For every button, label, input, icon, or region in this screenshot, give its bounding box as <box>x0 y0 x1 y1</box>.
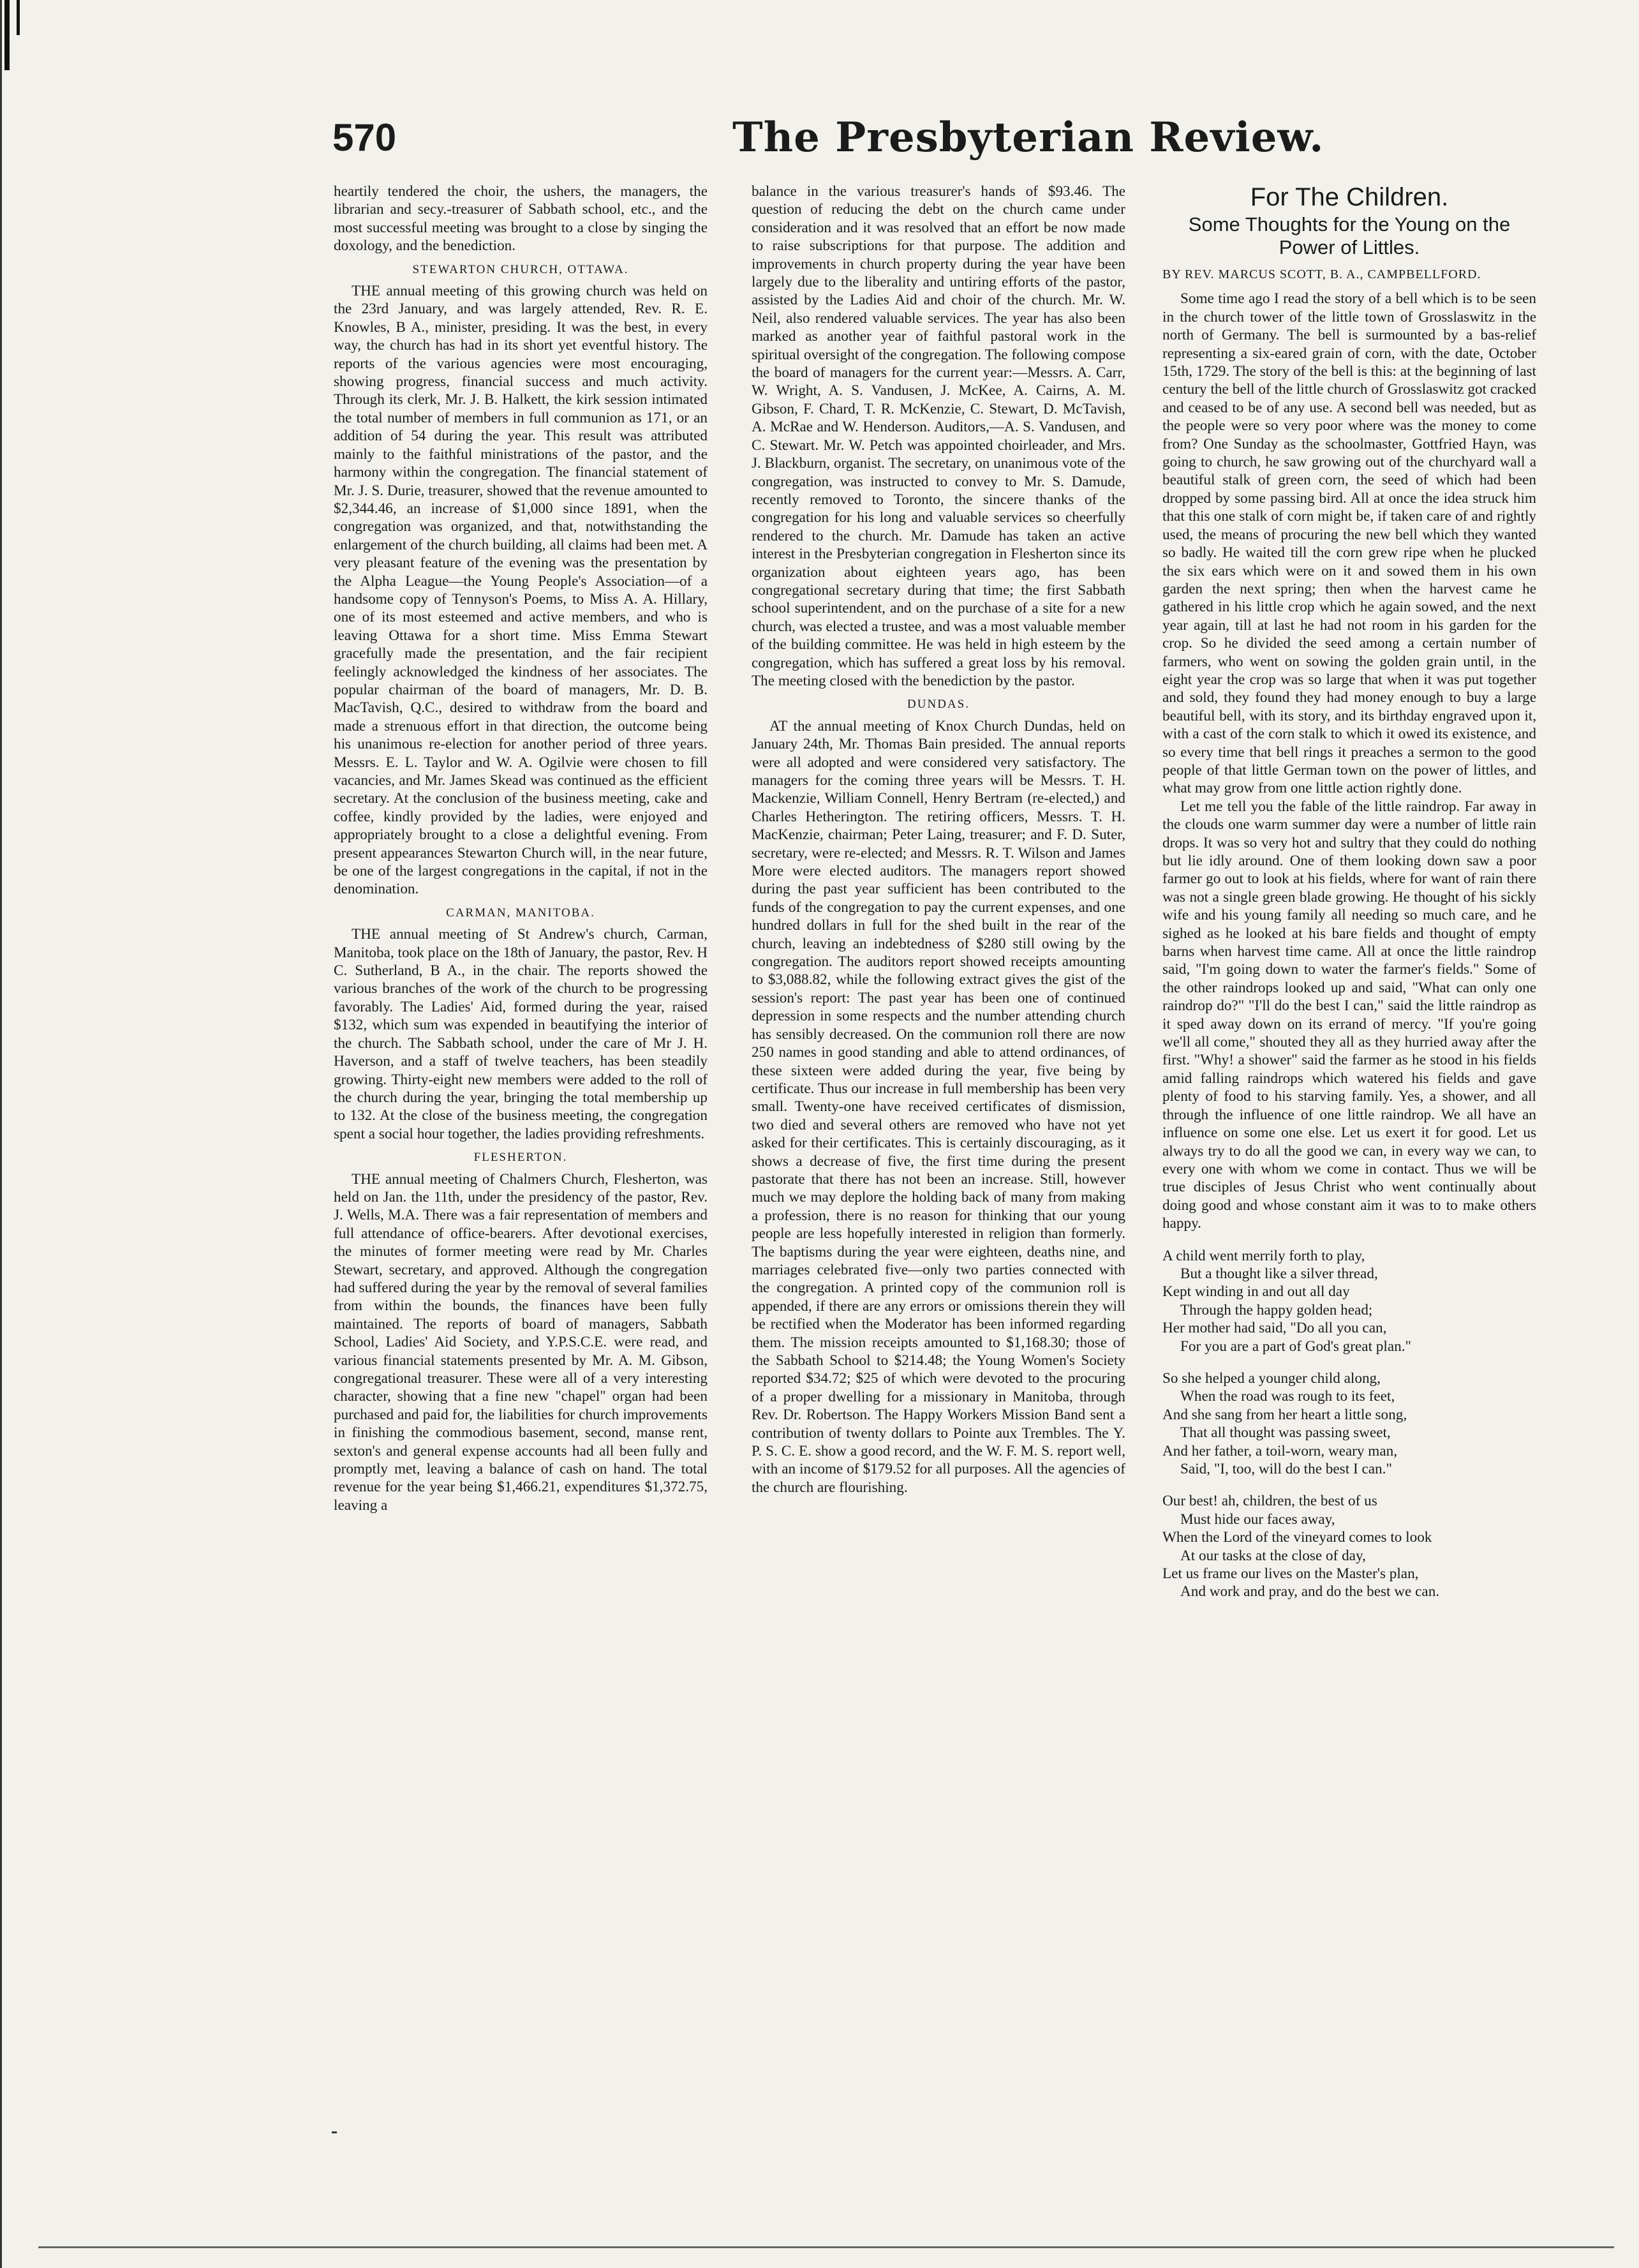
poem-line: Her mother had said, "Do all you can, <box>1162 1320 1387 1337</box>
poem-line: Our best! ah, children, the best of us <box>1162 1493 1377 1510</box>
paragraph: Some time ago I read the story of a bell which is to be seen in the church tower of the little town of Grosslaswitz in the north of Germany. The bell is surmounted by a bas-relief representing a six-eared grain of corn, with the date, October 15th, 1729. The story of the bell is this: at the beginning of last century the bell of the little church of Grosslaswitz got cracked and ceased to be of any use. A second bell was needed, but as the people were so very poor where was the money to come from? One Sunday as the schoolmaster, Gottfried Hayn, was going to church, he saw growing out of the churchyard wall a beautiful stalk of green corn, the seed of which had been dropped by some passing bird. All at once the idea struck him that this one stalk of corn might be, if taken care of and rightly used, the means of procuring the new bell which they wanted so badly. He waited till the corn grew ripe when he plucked the six ears which were on it and sowed them in his own garden the next spring; then when the harvest came he gathered in his little crop which he again sowed, and the next year again, till at last he had not room in his garden for the crop. So he divided the seed among a certain number of farmers, who went on sowing the golden grain until, in the eight year the crop was so large that when it was put together and sold, they found they had money enough to buy a large beautiful bell, with its story, and its birthday engraved upon it, with a cast of the corn stalk to which it owed its existence, and so every time that bell rings it preaches a sermon to the good people of that little German town on the power of littles, and what may grow from one little action rightly done. <box>1162 290 1536 797</box>
poem-line: That all thought was passing sweet, <box>1180 1424 1391 1442</box>
section-heading: FLESHERTON. <box>473 1151 568 1165</box>
column-3 <box>1162 183 1536 2068</box>
paragraph: balance in the various treasurer's hands of $93.46. The question of reducing the debt on the church came under consideration and it was resolved that an effort be now made to raise subscriptions for that purpose. The addition and improvements in church property during the year have been largely due to the liberality and untiring efforts of the pastor, assisted by the Ladies Aid and choir of the church. Mr. W. Neil, also rendered valuable services. The year has also been marked as another year of faithful pastoral work in the spiritual oversight of the congregation. The following compose the board of managers for the current year:—Messrs. A. Carr, W. Wright, A. S. Vandusen, J. McKee, A. Cairns, A. M. Gibson, F. Chard, T. R. McKenzie, C. Stewart, D. McTavish, A. McRae and W. Henderson. Auditors,—A. S. Vandusen, and C. Stewart. Mr. W. Petch was appointed choirleader, and Mrs. J. Blackburn, organist. The secretary, on unanimous vote of the congregation, was instructed to convey to Mr. S. Damude, recently removed to Toronto, the sincere thanks of the congregation for his long and valuable services so cheerfully rendered to the church. Mr. Damude has taken an active interest in the Presbyterian congregation in Flesherton since its organization about eighteen years ago, has been congregational secretary during that time; the first Sabbath school superintendent, and on the purchase of a site for a new church, was elected a trustee, and was a most valuable member of the building committee. He was held in high esteem by the congregation, which has suffered a great loss by his removal. The meeting closed with the benediction by the pastor. <box>752 183 1125 689</box>
poem-line: A child went merrily forth to play, <box>1162 1247 1365 1264</box>
poem-stanza <box>1162 1247 1536 1355</box>
section-heading: DUNDAS. <box>907 698 970 712</box>
paragraph: THE annual meeting of Chalmers Church, Flesherton, was held on Jan. the 11th, under the presidency of the pastor, Rev. J. Wells, M.A. There was a fair representation of members and full attendance of office-bearers. After devotional exercises, the minutes of former meeting were read by Mr. Charles Stewart, secretary, and approved. Although the congregation had suffered during the year by the removal of several families from within the bounds, the finances have been fully maintained. The reports of board of managers, Sabbath School, Ladies' Aid Society, and Y.P.S.C.E. were read, and various financial statements presented by Mr. A. M. Gibson, congregational treasurer. These were all of a very interesting character, showing that a fine new "chapel" organ had been purchased and paid for, the liabilities for church improvements in finishing the commodious basement, second, manse rent, sexton's and general expense accounts had all been fully and promptly met, leaving a balance of cash on hand. The total revenue for the year being $1,466.21, expenditures $1,372.75, leaving a <box>334 1170 708 1514</box>
left-edge-mark <box>4 0 10 70</box>
poem-line: So she helped a younger child along, <box>1162 1369 1381 1387</box>
left-edge-mark <box>0 0 2 2268</box>
running-title: The Presbyterian Review. <box>732 114 1324 161</box>
page-number: 570 <box>332 116 397 159</box>
paragraph: THE annual meeting of St Andrew's church, Carman, Manitoba, took place on the 18th of January, the pastor, Rev. H C. Sutherland, B A., in the chair. The reports showed the various branches of the work of the church to be progressing favorably. The Ladies' Aid, formed during the year, raised $132, which sum was expended in beautifying the interior of the church. The Sabbath school, under the care of Mr J. H. Haverson, and a staff of twelve teachers, has been steadily growing. Thirty-eight new members were added to the roll of the church during the year, bringing the total membership up to 132. At the close of the business meeting, the congregation spent a social hour together, the ladies providing refreshments. <box>334 926 708 1142</box>
poem-line: Kept winding in and out all day <box>1162 1283 1350 1301</box>
poem-line: But a thought like a silver thread, <box>1180 1265 1378 1282</box>
left-edge-mark <box>17 0 20 35</box>
column-1 <box>334 183 708 2068</box>
section-heading: CARMAN, MANITOBA. <box>446 906 595 920</box>
poem-stanza <box>1162 1369 1536 1478</box>
poem-line: Said, "I, too, will do the best I can." <box>1180 1461 1392 1477</box>
poem-line: When the road was rough to its feet, <box>1180 1388 1395 1405</box>
poem-line: For you are a part of God's great plan." <box>1180 1338 1411 1355</box>
poem-stanza <box>1162 1492 1536 1600</box>
paragraph: AT the annual meeting of Knox Church Dundas, held on January 24th, Mr. Thomas Bain presided. The annual reports were all adopted and were considered very satisfactory. The managers for the coming three years will be Messrs. T. H. Mackenzie, William Connell, Henry Bertram (re-elected,) and Charles Hetherington. The retiring officers, Messrs. T. H. MacKenzie, chairman; Peter Laing, treasurer; and F. D. Suter, secretary, were re-elected; and Messrs. R. T. Wilson and James More were elected auditors. The managers report showed during the past year sufficient has been contributed to the funds of the congregation to pay the current expenses, and one hundred dollars in full for the shed built in the rear of the church, leaving an indebtedness of $280 still owing by the congregation. The auditors report showed receipts amounting to $3,088.82, while the following extract gives the gist of the session's report: The past year has been one of continued depression in some respects and the number attending church has sensibly decreased. On the communion roll there are now 250 names in good standing and able to attend ordinances, of these sixteen were added during the year, five being by certificate. Thus our increase in full membership has been very small. Twenty-one have received certificates of dismission, two died and several others are removed who have not yet asked for their certificates. This is certainly discouraging, as it shows a decrease of five, the first time during the present pastorate that there has not been an increase. Still, however much we may deplore the holding back of many from making a profession, there is no reason for thinking that our young people are less hopefully interested in religion than formerly. The baptisms during the year were eighteen, deaths nine, and marriages celebrated five—only two parties connected with the congregation. A printed copy of the communion roll is appended, if there are any errors or omissions therein they will be rectified when the Moderator has been informed regarding them. The mission receipts amounted to $1,168.30; those of the Sabbath School to $214.48; the Young Women's Society reported $34.72; $25 of which were devoted to the procuring of a proper dwelling for a missionary in Manitoba, through Rev. Dr. Robertson. The Happy Workers Mission Band sent a contribution of twenty dollars to Pointe aux Trembles. The Y. P. S. C. E. show a good record, and the W. F. M. S. report well, with an income of $179.52 for all purposes. All the agencies of the church are flourishing. <box>752 717 1125 1496</box>
byline: BY REV. MARCUS SCOTT, B. A., CAMPBELLFORD. <box>1162 267 1481 281</box>
bottom-edge-rule <box>38 2246 1614 2248</box>
paragraph: heartily tendered the choir, the ushers, the managers, the librarian and secy.-treasurer of Sabbath school, etc., and the most successful meeting was brought to a close by singing the doxology, and the benediction. <box>334 183 708 255</box>
poem-line: And her father, a toil-worn, weary man, <box>1162 1442 1397 1459</box>
column-2 <box>752 183 1125 2068</box>
poem-line: At our tasks at the close of day, <box>1180 1547 1366 1564</box>
poem-line: And she sang from her heart a little song, <box>1162 1406 1407 1423</box>
article-title: Some Thoughts for the Young on the Power of Littles. <box>1188 213 1511 258</box>
poem-line: Through the happy golden head; <box>1180 1301 1373 1318</box>
section-heading: STEWARTON CHURCH, OTTAWA. <box>412 262 629 276</box>
paragraph: THE annual meeting of this growing church was held on the 23rd January, and was largely attended, Rev. R. E. Knowles, B A., minister, presiding. It was the best, in every way, the church has had in its short yet eventful history. The reports of the various agencies were most encouraging, showing progress, financial success and much activity. Through its clerk, Mr. J. B. Halkett, the kirk session intimated the total number of members in full communion as 171, or an addition of 54 during the year. This result was attributed mainly to the faithful ministrations of the pastor, and the harmony within the congregation. The financial statement of Mr. J. S. Durie, treasurer, showed that the revenue amounted to $2,344.46, an increase of $1,000 since 1891, when the congregation was organized, and that, notwithstanding the enlargement of the church building, all claims had been met. A very pleasant feature of the evening was the presentation by the Alpha League—the Young People's Association—of a handsome copy of Tennyson's Poems, to Miss A. A. Hillary, one of its most esteemed and active members, and who is leaving Ottawa for a short time. Miss Emma Stewart gracefully made the presentation, and the fair recipient feelingly acknowledged the kindness of her associates. The popular chairman of the board of managers, Mr. D. B. MacTavish, Q.C., desired to withdraw from the board and made a strenuous effort in that direction, the outcome being his unanimous re-election for another period of three years. Messrs. E. L. Taylor and W. A. Ogilvie were chosen to fill vacancies, and Mr. James Skead was continued as the efficient secretary. At the conclusion of the business meeting, cake and coffee, kindly provided by the ladies, were enjoyed and appropriately brought to a close a delightful evening. From present appearances Stewarton Church will, in the near future, be one of the largest congregations in the capital, if not in the denomination. <box>334 283 708 898</box>
poem-line: Must hide our faces away, <box>1180 1511 1335 1528</box>
poem-line: Let us frame our lives on the Master's plan, <box>1162 1565 1419 1583</box>
paragraph: Let me tell you the fable of the little raindrop. Far away in the clouds one warm summer day were a number of little rain drops. It was so very hot and sultry that they could do nothing but lie idly around. One of them looking down saw a poor farmer go out to look at his fields, where for want of rain there was not a single green blade growing. He thought of his sickly wife and his young family all needing so much care, and he sighed as he looked at his bare fields and thought of empty barns when harvest time came. All at once the little raindrop said, "I'm going down to water the farmer's fields." Some of the other raindrops looked up and said, "What can only one raindrop do?" "I'll do the best I can," said the little raindrop as it sped away down on its errand of mercy. "If you're going we'll all come," shouted they all as they hurried away after the first. "Why! a shower" said the farmer as he stood in his fields amid falling raindrops which watered his fields and gave plenty of food to his starving family. Yes, a shower, and all through the influence of one little raindrop. We all have an influence on some one else. Let us exert it for good. Let us always try to do all the good we can, in every way we can, to every one with whom we come in contact. Thus we will be true disciples of Jesus Christ who went continually about doing good and whose constant aim it was to to make others happy. <box>1162 798 1536 1232</box>
section-title: For The Children. <box>1250 183 1449 211</box>
stray-mark <box>332 2131 337 2133</box>
poem-line: When the Lord of the vineyard comes to look <box>1162 1529 1432 1546</box>
poem-line: And work and pray, and do the best we can. <box>1180 1583 1440 1600</box>
